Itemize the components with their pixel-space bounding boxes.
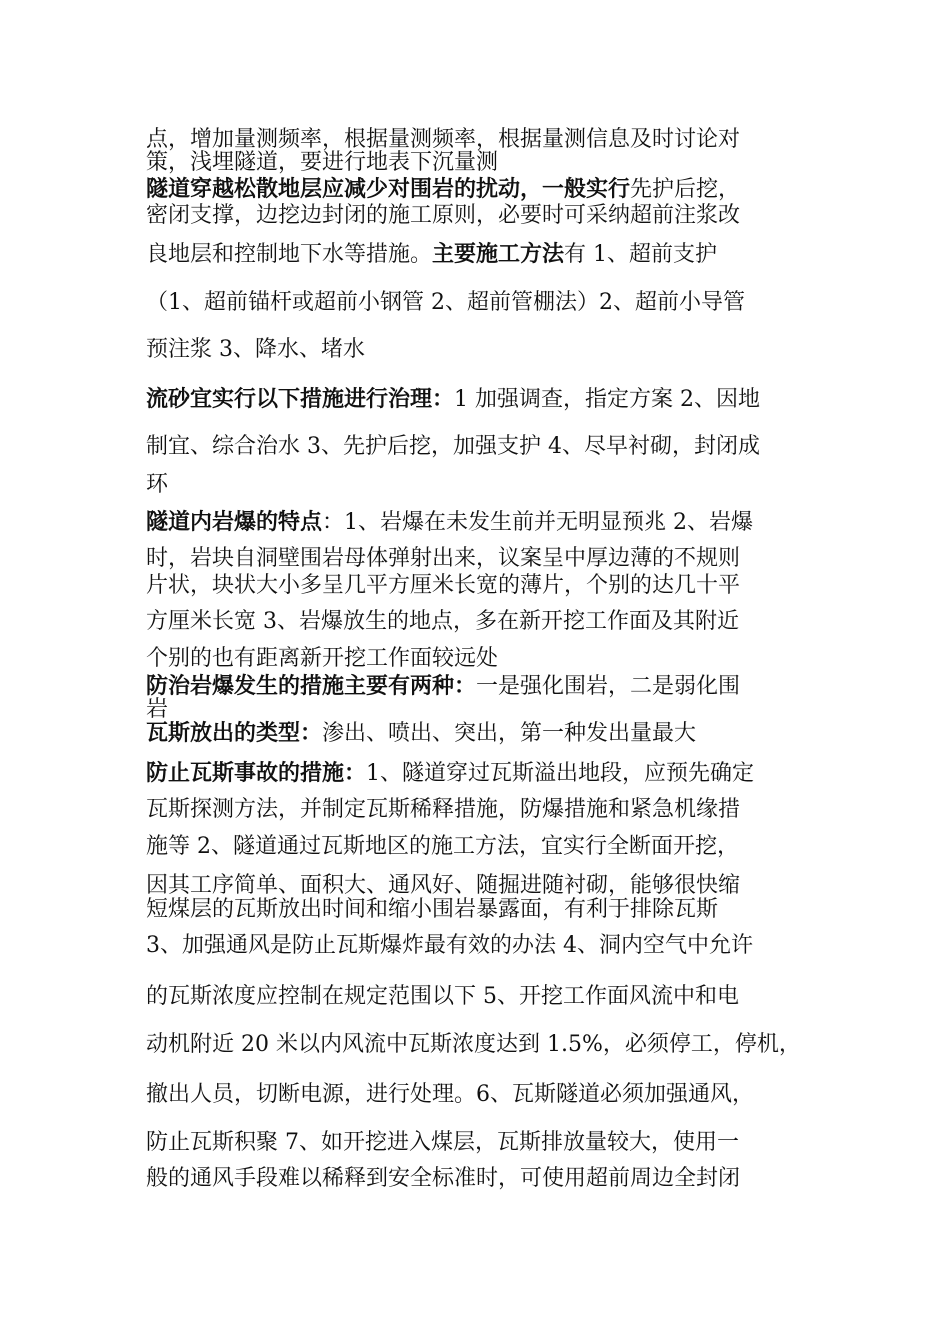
text-line: 隧道内岩爆的特点：1、岩爆在未发生前并无明显预兆 2、岩爆 (146, 510, 754, 535)
bold-heading: 隧道穿越松散地层应减少对围岩的扰动，一般实行 (146, 177, 631, 202)
text-line: 的瓦斯浓度应控制在规定范围以下 5、开挖工作面风流中和电 (146, 984, 739, 1009)
bold-heading: 隧道内岩爆的特点 (146, 510, 323, 535)
text-line: 防止瓦斯积聚 7、如开挖进入煤层，瓦斯排放量较大，使用一 (146, 1130, 739, 1155)
text-line: 施等 2、隧道通过瓦斯地区的施工方法，宜实行全断面开挖， (146, 834, 739, 859)
text-line: 般的通风手段难以稀释到安全标准时，可使用超前周边全封闭 (146, 1166, 741, 1191)
text-line: 3、加强通风是防止瓦斯爆炸最有效的办法 4、洞内空气中允许 (146, 933, 753, 958)
text-line: 撤出人员，切断电源，进行处理。6、瓦斯隧道必须加强通风， (146, 1082, 754, 1107)
text-line: 方厘米长宽 3、岩爆放生的地点，多在新开挖工作面及其附近 (146, 609, 739, 634)
text-line: 防止瓦斯事故的措施：1、隧道穿过瓦斯溢出地段，应预先确定 (146, 761, 755, 786)
bold-heading: 防治岩爆发生的措施主要有两种： (146, 674, 477, 699)
text-line: 隧道穿越松散地层应减少对围岩的扰动，一般实行先护后挖， (146, 177, 741, 202)
text-line: 因其工序简单、面积大、通风好、随掘进随衬砌，能够很快缩 (146, 873, 741, 898)
text-line: 良地层和控制地下水等措施。主要施工方法有 1、超前支护 (146, 242, 718, 267)
bold-heading: 瓦斯放出的类型： (146, 721, 323, 746)
text-line: （1、超前锚杆或超前小钢管 2、超前管棚法）2、超前小导管 (146, 290, 745, 315)
text-line: 瓦斯放出的类型：渗出、喷出、突出，第一种发出量最大 (146, 721, 697, 746)
text-line: 制宜、综合治水 3、先护后挖，加强支护 4、尽早衬砌，封闭成 (146, 434, 760, 459)
bold-heading: 防止瓦斯事故的措施： (146, 761, 367, 786)
text-line: 片状，块状大小多呈几平方厘米长宽的薄片，个别的达几十平 (146, 573, 741, 598)
text-line: 点，增加量测频率，根据量测频率，根据量测信息及时讨论对 (146, 127, 741, 152)
text-line: 动机附近 20 米以内风流中瓦斯浓度达到 1.5%，必须停工，停机， (146, 1032, 801, 1057)
text-line: 流砂宜实行以下措施进行治理：1 加强调查，指定方案 2、因地 (146, 387, 760, 412)
text-line: 短煤层的瓦斯放出时间和缩小围岩暴露面，有利于排除瓦斯 (146, 897, 719, 922)
text-line: 防治岩爆发生的措施主要有两种：一是强化围岩，二是弱化围 (146, 674, 741, 699)
bold-heading: 流砂宜实行以下措施进行治理： (146, 387, 455, 412)
text-line: 预注浆 3、降水、堵水 (146, 337, 365, 362)
text-line: 瓦斯探测方法，并制定瓦斯稀释措施，防爆措施和紧急机缘措 (146, 797, 741, 822)
text-line: 策，浅埋隧道，要进行地表下沉量测 (146, 150, 499, 175)
text-line: 密闭支撑，边挖边封闭的施工原则，必要时可采纳超前注浆改 (146, 203, 741, 228)
text-line: 环 (146, 472, 169, 497)
bold-heading: 主要施工方法 (432, 242, 565, 267)
text-line: 个别的也有距离新开挖工作面较远处 (146, 646, 499, 671)
text-line: 岩 (146, 697, 169, 722)
text-line: 时，岩块自洞壁围岩母体弹射出来，议案呈中厚边薄的不规则 (146, 546, 741, 571)
